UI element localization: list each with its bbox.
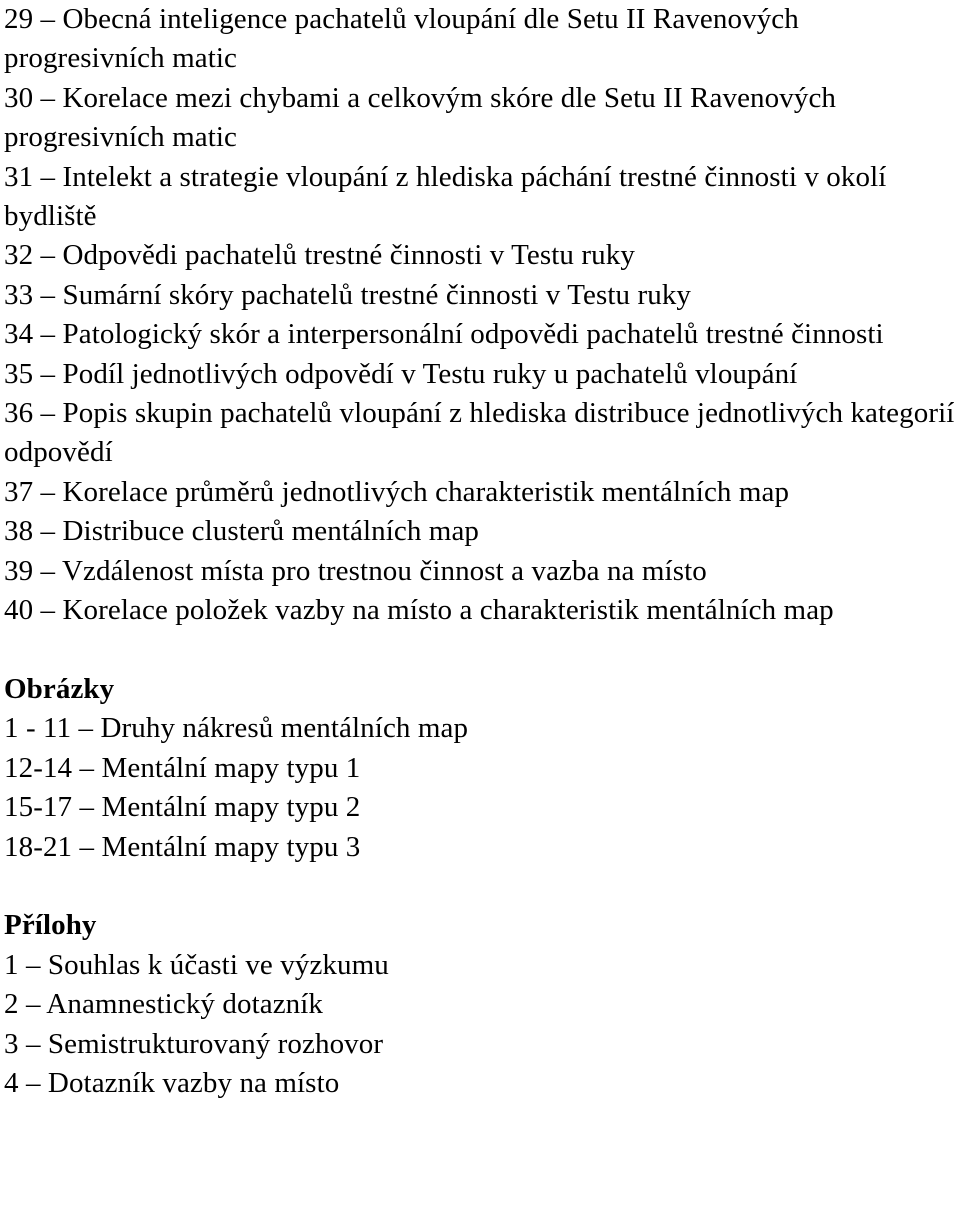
list-item: 4 – Dotazník vazby na místo (4, 1066, 340, 1099)
list-item: 31 – Intelekt a strategie vloupání z hlediska páchání trestné činnosti v okolí bydliště (4, 160, 887, 233)
appendices-section (4, 906, 956, 1103)
list-item: 39 – Vzdálenost místa pro trestnou činnost a vazba na místo (4, 554, 707, 587)
list-item: 38 – Distribuce clusterů mentálních map (4, 515, 480, 548)
list-item: 40 – Korelace položek vazby na místo a charakteristik mentálních map (4, 594, 834, 627)
tables-list (4, 0, 956, 631)
section-gap (4, 867, 956, 906)
list-item: 1 – Souhlas k účasti ve výzkumu (4, 948, 389, 981)
list-item: 33 – Sumární skóry pachatelů trestné činnosti v Testu ruky (4, 278, 692, 311)
list-item: 32 – Odpovědi pachatelů trestné činnosti v Testu ruky (4, 239, 635, 272)
list-item: 36 – Popis skupin pachatelů vloupání z hlediska distribuce jednotlivých kategorií odpovědí (4, 397, 955, 469)
list-item: 2 – Anamnestický dotazník (4, 988, 324, 1021)
figures-section (4, 670, 956, 867)
list-item: 12-14 – Mentální mapy typu 1 (4, 751, 361, 784)
list-item: 3 – Semistrukturovaný rozhovor (4, 1027, 384, 1060)
list-item: 30 – Korelace mezi chybami a celkovým skóre dle Setu II Ravenových progresivních matic (4, 81, 837, 154)
figures-heading: Obrázky (4, 672, 115, 705)
appendices-heading: Přílohy (4, 909, 97, 942)
list-item: 29 – Obecná inteligence pachatelů vloupání dle Setu II Ravenových progresivních matic (4, 3, 799, 75)
list-item: 35 – Podíl jednotlivých odpovědí v Testu ruky u pachatelů vloupání (4, 357, 798, 390)
list-item: 18-21 – Mentální mapy typu 3 (4, 830, 361, 863)
list-item: 37 – Korelace průměrů jednotlivých charakteristik mentálních map (4, 475, 790, 508)
section-gap (4, 631, 956, 670)
list-item: 15-17 – Mentální mapy typu 2 (4, 791, 361, 824)
list-item: 34 – Patologický skór a interpersonální odpovědi pachatelů trestné činnosti (4, 318, 884, 351)
list-item: 1 - 11 – Druhy nákresů mentálních map (4, 712, 469, 745)
